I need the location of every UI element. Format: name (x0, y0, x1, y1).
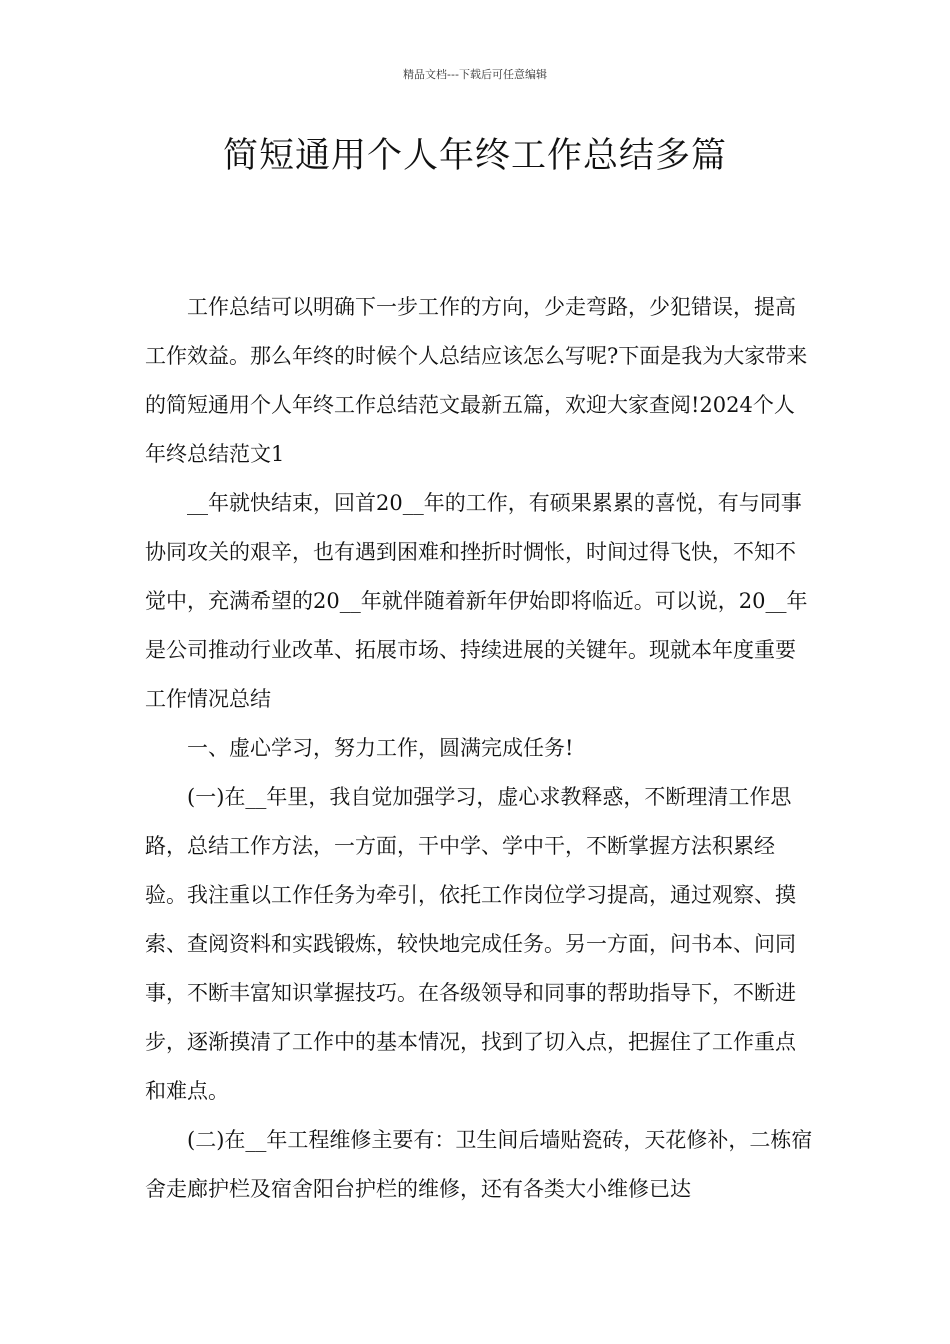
document-title: 简短通用个人年终工作总结多篇 (222, 136, 727, 176)
header-note: 精品文档---下载后可任意编辑 (403, 68, 547, 81)
paragraph-learning: (一)在__年里，我自觉加强学习，虚心求教释惑，不断理清工作思路，总结工作方法，一方面，干中学、学中干，不断掌握方法积累经验。我注重以工作任务为牵引，依托工作岗位学习提高，通过观察、摸索、查阅资料和实践锻炼，较快地完成任务。另一方面，问书本、问同事，不断丰富知识掌握技巧。在各级领导和同事的帮助指导下，不断进步，逐渐摸清了工作中的基本情况，找到了切入点，把握住了工作重点和难点。 (145, 785, 796, 1103)
section-heading-1: 一、虚心学习，努力工作，圆满完成任务! (187, 736, 574, 760)
document-body (145, 283, 815, 1214)
paragraph-year-review: __年就快结束，回首20__年的工作，有硕果累累的喜悦，有与同事协同攻关的艰辛，也有遇到困难和挫折时惆怅，时间过得飞快，不知不觉中，充满希望的20__年就伴随着新年伊始即将临近。可以说，20__年是公司推动行业改革、拓展市场、持续进展的关键年。现就本年度重要工作情况总结 (145, 491, 808, 711)
paragraph-intro: 工作总结可以明确下一步工作的方向，少走弯路，少犯错误，提高工作效益。那么年终的时候个人总结应该怎么写呢?下面是我为大家带来的简短通用个人年终工作总结范文最新五篇，欢迎大家查阅!2024个人年终总结范文1 (145, 295, 808, 466)
paragraph-maintenance: (二)在__年工程维修主要有：卫生间后墙贴瓷砖，天花修补，二栋宿舍走廊护栏及宿舍阳台护栏的维修，还有各类大小维修已达 (145, 1128, 813, 1201)
